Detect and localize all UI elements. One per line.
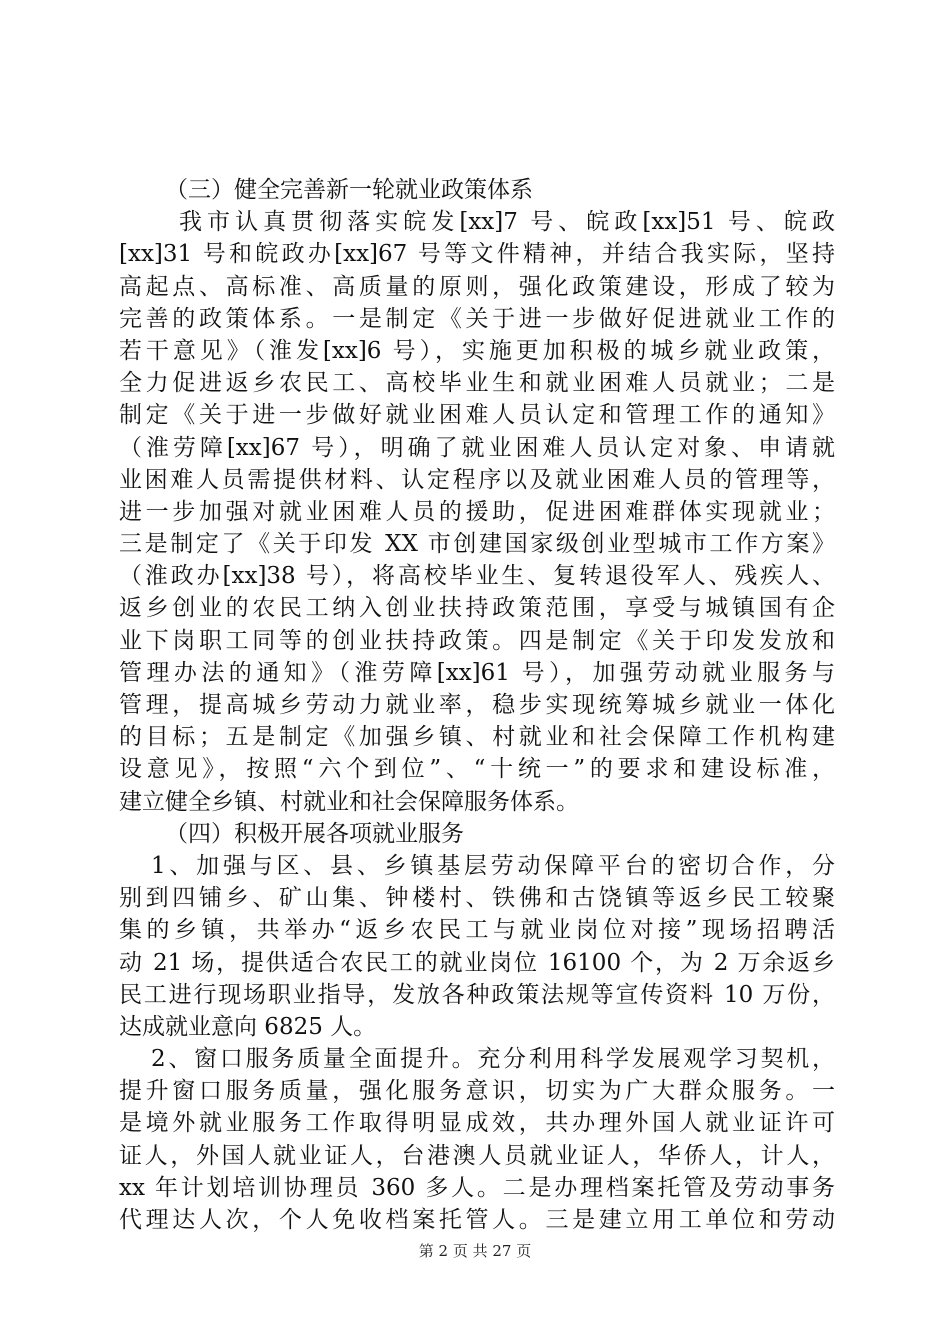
paragraph-line: 1、加强与区、县、乡镇基层劳动保障平台的密切合作，分 — [151, 852, 835, 879]
paragraph-line: xx 年计划培训协理员 360 多人。二是办理档案托管及劳动事务 — [119, 1174, 835, 1201]
paragraph-line: 进一步加强对就业困难人员的援助，促进困难群体实现就业； — [119, 498, 835, 525]
paragraph-line: 管理办法的通知》（淮劳障[xx]61 号），加强劳动就业服务与 — [119, 659, 835, 686]
paragraph-line: 若干意见》（淮发[xx]6 号），实施更加积极的城乡就业政策， — [119, 337, 835, 364]
paragraph-line: 完善的政策体系。一是制定《关于进一步做好促进就业工作的 — [119, 305, 835, 332]
paragraph-line: （淮劳障[xx]67 号），明确了就业困难人员认定对象、申请就 — [119, 434, 835, 461]
paragraph-line: 提升窗口服务质量，强化服务意识，切实为广大群众服务。一 — [119, 1078, 835, 1105]
paragraph-line: 管理，提高城乡劳动力就业率，稳步实现统筹城乡就业一体化 — [119, 692, 835, 718]
paragraph-line: 2、窗口服务质量全面提升。充分利用科学发展观学习契机， — [151, 1046, 835, 1073]
paragraph-line: 建立健全乡镇、村就业和社会保障服务体系。 — [119, 788, 579, 815]
paragraph-line: 代理达人次，个人免收档案托管人。三是建立用工单位和劳动 — [119, 1207, 835, 1233]
paragraph-line: 证人，外国人就业证人，台港澳人员就业证人，华侨人，计人， — [119, 1142, 835, 1169]
paragraph-line: 设意见》，按照“六个到位”、“十统一”的要求和建设标准， — [119, 756, 835, 783]
document-body — [119, 174, 835, 1236]
paragraph-line: 集的乡镇，共举办“返乡农民工与就业岗位对接”现场招聘活 — [119, 917, 835, 944]
section-heading-3: （三）健全完善新一轮就业政策体系 — [165, 177, 533, 203]
paragraph-line: 业下岗职工同等的创业扶持政策。四是制定《关于印发发放和 — [119, 627, 835, 654]
paragraph-line: 返乡创业的农民工纳入创业扶持政策范围，享受与城镇国有企 — [119, 595, 835, 622]
paragraph-line: 三是制定了《关于印发 XX 市创建国家级创业型城市工作方案》 — [119, 531, 835, 558]
paragraph-line: 民工进行现场职业指导，发放各种政策法规等宣传资料 10 万份， — [119, 981, 835, 1008]
paragraph-line: 高起点、高标准、高质量的原则，强化政策建设，形成了较为 — [119, 273, 835, 300]
paragraph-line: 别到四铺乡、矿山集、钟楼村、铁佛和古饶镇等返乡民工较聚 — [119, 885, 835, 912]
paragraph-line: 动 21 场，提供适合农民工的就业岗位 16100 个，为 2 万余返乡 — [119, 949, 835, 976]
paragraph-line: 是境外就业服务工作取得明显成效，共办理外国人就业证许可 — [119, 1110, 835, 1137]
paragraph-line: 业困难人员需提供材料、认定程序以及就业困难人员的管理等， — [119, 466, 835, 493]
section-heading-4: （四）积极开展各项就业服务 — [165, 820, 464, 847]
paragraph-line: 达成就业意向 6825 人。 — [119, 1013, 377, 1040]
paragraph-line: 的目标；五是制定《加强乡镇、村就业和社会保障工作机构建 — [119, 724, 835, 751]
paragraph-line: 制定《关于进一步做好就业困难人员认定和管理工作的通知》 — [119, 402, 835, 429]
paragraph-line: （淮政办[xx]38 号），将高校毕业生、复转退役军人、残疾人、 — [119, 563, 835, 590]
paragraph-line: [xx]31 号和皖政办[xx]67 号等文件精神，并结合我实际，坚持 — [119, 241, 835, 268]
paragraph-line: 全力促进返乡农民工、高校毕业生和就业困难人员就业；二是 — [119, 370, 835, 397]
paragraph-line: 我市认真贯彻落实皖发[xx]7 号、皖政[xx]51 号、皖政 — [179, 209, 835, 236]
page-footer: 第 2 页 共 27 页 — [418, 1242, 532, 1260]
